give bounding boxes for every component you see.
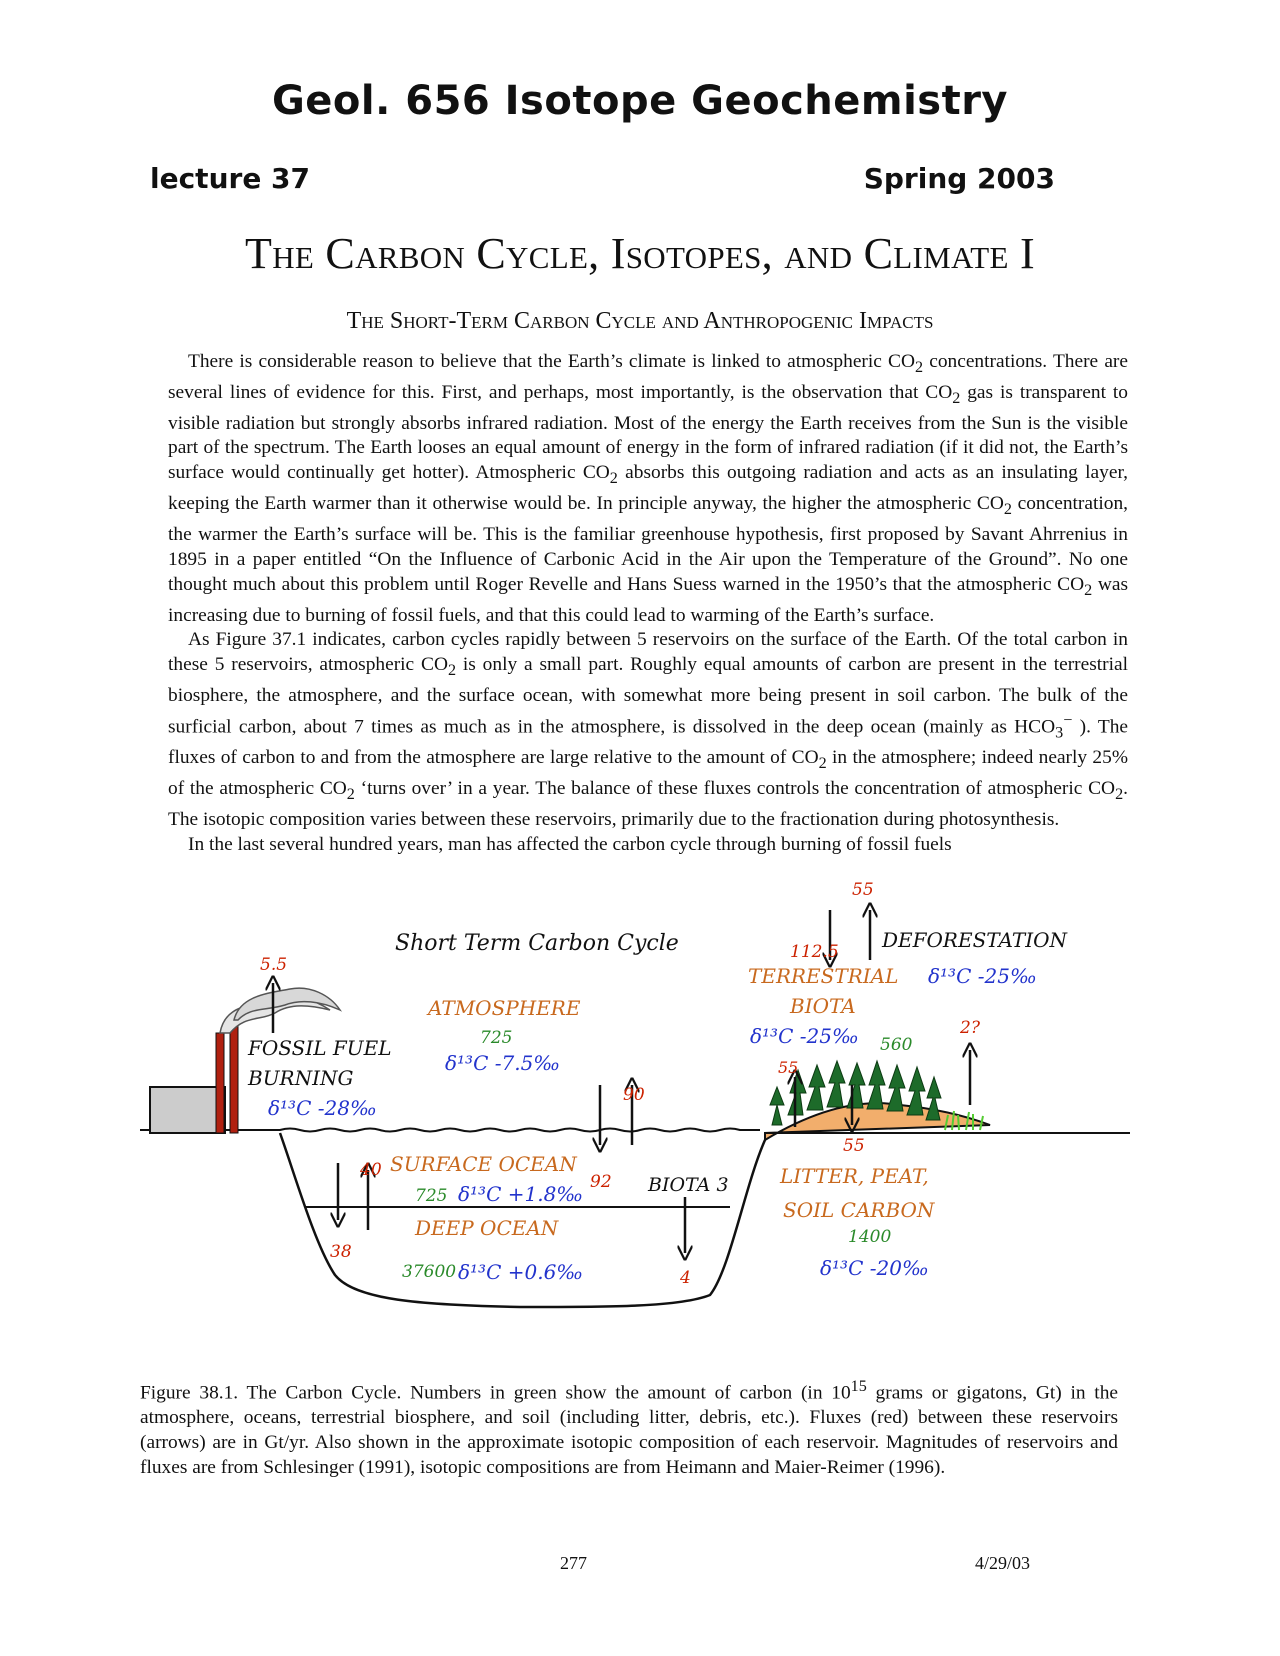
surface-ocean-isotope: δ¹³C +1.8‰ [458, 1182, 584, 1206]
photosynthesis-flux: 112.5 [790, 942, 839, 962]
paragraph-1: There is considerable reason to believe that the Earth’s climate is linked to atmospheric $CO_2$ concentrations. There are several lines of evidence for this. First, and perhaps, most importantly, is the observation that $CO_2$ gas is transparent to visible radiation but strongly absorbs infrared radiation. Most of the energy the Earth receives from the Sun is the visible part of the spectrum. The Earth looses an equal amount of energy in the form of infrared radiation (if it did not, the Earth’s surface would continually get hotter). Atmospheric $CO_2$ absorbs this outgoing radiation and acts as an insulating layer, keeping the Earth warmer than it otherwise would be. In principle anyway, the higher the atmospheric $CO_2$ concentration, the warmer the Earth’s surface will be. This is the familiar greenhouse hypothesis, first proposed by Savant Ahrrenius in 1895 in a paper entitled “On the Influence of Carbonic Acid in the Air upon the Temperature of the Ground”. No one thought much about this problem until Roger Revelle and Hans Suess warned in the 1950’s that the atmospheric $CO_2$ was increasing due to burning of fossil fuels, and that this could lead to warming of the Earth’s surface. [168, 351, 1129, 626]
terrestrial-label-2: BIOTA [790, 994, 856, 1018]
litter-up-flux: 55 [778, 1058, 799, 1077]
surface-ocean-amount: 725 [415, 1186, 448, 1206]
page-number: 277 [560, 1553, 587, 1573]
course-title: Geol. 656 Isotope Geochemistry [271, 78, 1009, 124]
soil-label-1: LITTER, PEAT, [780, 1164, 929, 1188]
section-title: The Short-Term Carbon Cycle and Anthropogenic Impacts [346, 308, 934, 334]
paragraph-3: In the last several hundred years, man has affected the carbon cycle through burning of fossil fuels [188, 833, 952, 855]
marine-biota-label: BIOTA 3 [648, 1174, 729, 1196]
page-title: The Carbon Cycle, Isotopes, and Climate I [245, 229, 1035, 278]
atmosphere-label: ATMOSPHERE [428, 996, 581, 1020]
respiration-flux: 55 [852, 880, 874, 900]
fossil-fuel-label-1: FOSSIL FUEL [248, 1036, 392, 1060]
deep-ocean-label: DEEP OCEAN [415, 1216, 559, 1240]
soil-isotope: δ¹³C -20‰ [820, 1256, 929, 1280]
atmosphere-amount: 725 [480, 1028, 513, 1048]
footer-date: 4/29/03 [975, 1553, 1031, 1573]
soil-amount: 1400 [848, 1227, 892, 1247]
deforestation-isotope: δ¹³C -25‰ [928, 964, 1037, 988]
mixing-up-flux: 40 [360, 1160, 382, 1180]
surface-ocean-label: SURFACE OCEAN [390, 1152, 577, 1176]
term: Spring 2003 [863, 162, 1055, 195]
deforestation-label: DEFORESTATION [882, 928, 1067, 952]
carbon-cycle-diagram [140, 880, 1130, 1360]
carbon-cycle-figure [140, 880, 1130, 1360]
figure-title: Short Term Carbon Cycle [395, 931, 679, 956]
atmosphere-isotope: δ¹³C -7.5‰ [445, 1051, 561, 1075]
deep-ocean-isotope: δ¹³C +0.6‰ [458, 1260, 584, 1284]
soil-label-2: SOIL CARBON [783, 1198, 935, 1222]
figure-caption: Figure 38.1. The Carbon Cycle. Numbers in green show the amount of carbon (in $10^{15}$ grams or gigatons, Gt) in the atmosphere, oceans, terrestrial biosphere, and soil (including litter, debris, etc.). Fluxes (red) between these reservoirs (arrows) are in Gt/yr. Also shown in the approximate isotopic composition of each reservoir. Magnitudes of reservoirs and fluxes are from Schlesinger (1991), isotopic compositions are from Heimann and Maier-Reimer (1996). [140, 1378, 1118, 1479]
paragraph-2: As Figure 37.1 indicates, carbon cycles rapidly between 5 reservoirs on the surface of the Earth. Of the total carbon in these 5 reservoirs, atmospheric $CO_2$ is only a small part. Roughly equal amounts of carbon are present in the terrestrial biosphere, the atmosphere, and the surface ocean, with somewhat more being present in soil carbon. The bulk of the surficial carbon, about 7 times as much as in the atmosphere, is dissolved in the deep ocean (mainly as $HCO_3^-$ ). The fluxes of carbon to and from the atmosphere are large relative to the amount of $CO_2$ in the atmosphere; indeed nearly 25% of the atmospheric $CO_2$ ‘turns over’ in a year. The balance of these fluxes controls the concentration of atmospheric $CO_2$. The isotopic composition varies between these reservoirs, primarily due to the fractionation during photosynthesis. [168, 629, 1129, 830]
lecture-number: lecture 37 [150, 162, 311, 195]
body-text [168, 350, 1128, 858]
fossil-fuel-label-2: BURNING [248, 1066, 354, 1090]
ocean-release-flux: 90 [623, 1085, 645, 1105]
fossil-flux: 5.5 [260, 955, 288, 975]
deep-ocean-amount: 37600 [402, 1262, 457, 1282]
terrestrial-label-1: TERRESTRIAL [748, 964, 899, 988]
unknown-flux: 2? [960, 1018, 980, 1038]
fossil-fuel-isotope: δ¹³C -28‰ [268, 1096, 377, 1120]
terrestrial-isotope: δ¹³C -25‰ [750, 1024, 859, 1048]
mixing-down-flux: 38 [330, 1242, 352, 1262]
litter-down-flux: 55 [843, 1136, 865, 1156]
biota-sink-flux: 4 [680, 1268, 691, 1288]
terrestrial-amount: 560 [880, 1035, 913, 1055]
ocean-uptake-flux: 92 [590, 1172, 612, 1192]
